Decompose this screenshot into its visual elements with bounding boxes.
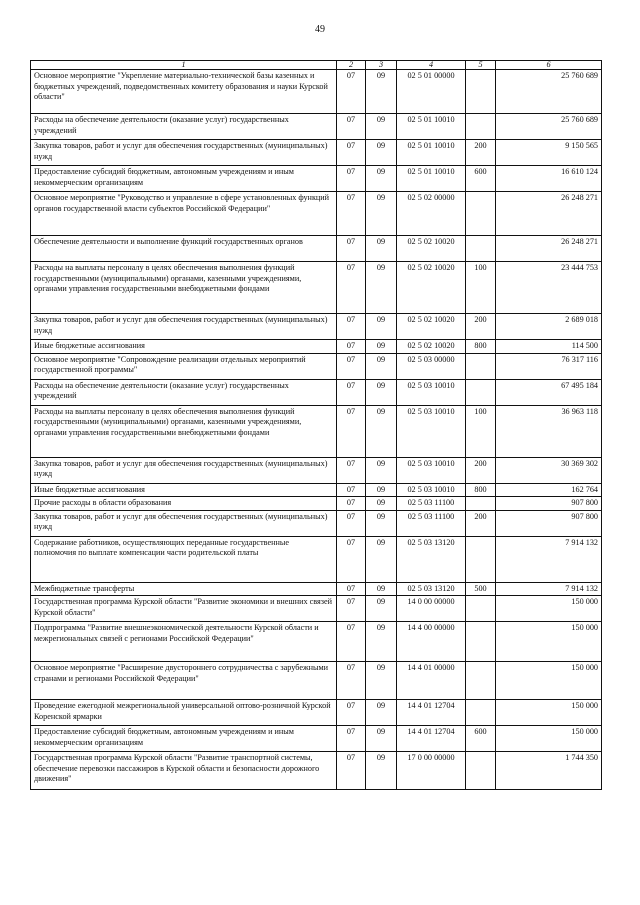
- cell-amount: 76 317 116: [496, 353, 602, 379]
- cell-col-3: 09: [366, 140, 397, 166]
- cell-name: Закупка товаров, работ и услуг для обеспечения государственных (муниципальных) нужд: [31, 314, 337, 340]
- cell-col-3: 09: [366, 192, 397, 236]
- cell-col-5: [466, 192, 496, 236]
- cell-col-2: 07: [337, 314, 366, 340]
- cell-code: 02 5 03 00000: [397, 353, 466, 379]
- table-row: [31, 536, 602, 582]
- cell-code: 02 5 03 10010: [397, 379, 466, 405]
- cell-code: 02 5 03 11100: [397, 497, 466, 511]
- cell-col-5: 200: [466, 457, 496, 483]
- cell-col-2: 07: [337, 262, 366, 314]
- cell-code: 02 5 03 13120: [397, 536, 466, 582]
- cell-code: 14 4 01 00000: [397, 662, 466, 700]
- cell-amount: 150 000: [496, 700, 602, 726]
- table-row: [31, 596, 602, 622]
- cell-col-5: [466, 497, 496, 511]
- cell-col-5: 800: [466, 340, 496, 354]
- cell-col-3: 09: [366, 166, 397, 192]
- table-row: [31, 497, 602, 511]
- cell-amount: 162 764: [496, 483, 602, 497]
- cell-code: 14 4 01 12704: [397, 726, 466, 752]
- cell-col-5: [466, 752, 496, 790]
- cell-name: Прочие расходы в области образования: [31, 497, 337, 511]
- cell-col-2: 07: [337, 70, 366, 114]
- cell-name: Межбюджетные трансферты: [31, 582, 337, 596]
- cell-amount: 907 800: [496, 510, 602, 536]
- cell-name: Основное мероприятие "Руководство и управление в сфере установленных функций органов государственной власти субъектов Российской Федерации": [31, 192, 337, 236]
- cell-col-2: 07: [337, 379, 366, 405]
- cell-col-5: [466, 114, 496, 140]
- cell-col-2: 07: [337, 140, 366, 166]
- cell-col-2: 07: [337, 726, 366, 752]
- cell-name: Расходы на обеспечение деятельности (оказание услуг) государственных учреждений: [31, 114, 337, 140]
- header-col-5: 5: [466, 61, 496, 70]
- cell-name: Государственная программа Курской области "Развитие транспортной системы, обеспечение перевозки пассажиров в Курской области и безопасности дорожного движения": [31, 752, 337, 790]
- cell-name: Закупка товаров, работ и услуг для обеспечения государственных (муниципальных) нужд: [31, 140, 337, 166]
- cell-name: Обеспечение деятельности и выполнение функций государственных органов: [31, 236, 337, 262]
- cell-col-5: 600: [466, 166, 496, 192]
- cell-code: 02 5 03 10010: [397, 483, 466, 497]
- cell-amount: 150 000: [496, 596, 602, 622]
- cell-col-2: 07: [337, 114, 366, 140]
- cell-col-2: 07: [337, 662, 366, 700]
- cell-amount: 16 610 124: [496, 166, 602, 192]
- table-row: [31, 340, 602, 354]
- cell-col-5: 100: [466, 405, 496, 457]
- cell-col-3: 09: [366, 596, 397, 622]
- cell-col-5: [466, 236, 496, 262]
- table-row: [31, 752, 602, 790]
- cell-amount: 26 248 271: [496, 236, 602, 262]
- header-col-1: 1: [31, 61, 337, 70]
- table-row: [31, 483, 602, 497]
- cell-col-3: 09: [366, 379, 397, 405]
- cell-col-2: 07: [337, 192, 366, 236]
- cell-amount: 25 760 689: [496, 70, 602, 114]
- cell-col-5: 500: [466, 582, 496, 596]
- cell-amount: 907 800: [496, 497, 602, 511]
- table-row: [31, 457, 602, 483]
- cell-code: 02 5 03 13120: [397, 582, 466, 596]
- cell-col-3: 09: [366, 622, 397, 662]
- cell-col-3: 09: [366, 70, 397, 114]
- cell-col-2: 07: [337, 510, 366, 536]
- cell-amount: 2 689 018: [496, 314, 602, 340]
- cell-code: 02 5 01 10010: [397, 166, 466, 192]
- cell-col-2: 07: [337, 596, 366, 622]
- cell-col-2: 07: [337, 497, 366, 511]
- table-row: [31, 140, 602, 166]
- cell-col-2: 07: [337, 457, 366, 483]
- header-col-6: 6: [496, 61, 602, 70]
- cell-code: 14 4 00 00000: [397, 622, 466, 662]
- table-row: [31, 662, 602, 700]
- cell-col-2: 07: [337, 353, 366, 379]
- cell-amount: 7 914 132: [496, 582, 602, 596]
- cell-col-3: 09: [366, 405, 397, 457]
- header-col-2: 2: [337, 61, 366, 70]
- table-row: [31, 236, 602, 262]
- cell-col-5: 200: [466, 314, 496, 340]
- table-row: [31, 262, 602, 314]
- cell-amount: 150 000: [496, 622, 602, 662]
- cell-code: 02 5 03 11100: [397, 510, 466, 536]
- cell-col-5: [466, 596, 496, 622]
- cell-amount: 30 369 302: [496, 457, 602, 483]
- cell-col-3: 09: [366, 483, 397, 497]
- cell-col-5: [466, 700, 496, 726]
- cell-col-3: 09: [366, 752, 397, 790]
- cell-name: Основное мероприятие "Расширение двустороннего сотрудничества с зарубежными странами и регионами Российской Федерации": [31, 662, 337, 700]
- cell-name: Подпрограмма "Развитие внешнеэкономической деятельности Курской области и межрегиональных связей с регионами Российской Федерации": [31, 622, 337, 662]
- table-row: [31, 114, 602, 140]
- table-row: [31, 622, 602, 662]
- cell-code: 17 0 00 00000: [397, 752, 466, 790]
- cell-col-2: 07: [337, 340, 366, 354]
- cell-name: Предоставление субсидий бюджетным, автономным учреждениям и иным некоммерческим организациям: [31, 166, 337, 192]
- cell-col-3: 09: [366, 726, 397, 752]
- table-row: [31, 353, 602, 379]
- cell-col-5: [466, 70, 496, 114]
- cell-col-5: [466, 379, 496, 405]
- cell-amount: 1 744 350: [496, 752, 602, 790]
- cell-name: Государственная программа Курской области "Развитие экономики и внешних связей Курской области": [31, 596, 337, 622]
- cell-col-3: 09: [366, 353, 397, 379]
- cell-col-3: 09: [366, 340, 397, 354]
- table-row: [31, 70, 602, 114]
- table-row: [31, 726, 602, 752]
- cell-name: Иные бюджетные ассигнования: [31, 340, 337, 354]
- cell-col-3: 09: [366, 536, 397, 582]
- cell-code: 02 5 01 10010: [397, 114, 466, 140]
- table-row: [31, 379, 602, 405]
- cell-col-5: [466, 536, 496, 582]
- cell-col-2: 07: [337, 582, 366, 596]
- cell-code: 02 5 03 10010: [397, 405, 466, 457]
- cell-col-3: 09: [366, 497, 397, 511]
- cell-name: Расходы на выплаты персоналу в целях обеспечения выполнения функций государственными (муниципальными) органами, казенными учреждениями, органами управления государственными внебюджетными фондами: [31, 262, 337, 314]
- page-number: 49: [315, 24, 325, 35]
- cell-col-2: 07: [337, 236, 366, 262]
- cell-name: Иные бюджетные ассигнования: [31, 483, 337, 497]
- cell-col-2: 07: [337, 700, 366, 726]
- cell-col-2: 07: [337, 166, 366, 192]
- cell-code: 02 5 02 10020: [397, 262, 466, 314]
- table-row: [31, 582, 602, 596]
- cell-code: 02 5 01 10010: [397, 140, 466, 166]
- cell-name: Расходы на выплаты персоналу в целях обеспечения выполнения функций государственными (муниципальными) органами, казенными учреждениями, органами управления государственными внебюджетными фондами: [31, 405, 337, 457]
- cell-amount: 114 500: [496, 340, 602, 354]
- cell-col-5: 100: [466, 262, 496, 314]
- cell-code: 02 5 02 10020: [397, 314, 466, 340]
- cell-col-3: 09: [366, 262, 397, 314]
- table-body: [31, 70, 602, 790]
- cell-col-5: 200: [466, 510, 496, 536]
- cell-code: 02 5 01 00000: [397, 70, 466, 114]
- table-row: [31, 405, 602, 457]
- cell-col-3: 09: [366, 314, 397, 340]
- header-col-4: 4: [397, 61, 466, 70]
- cell-amount: 23 444 753: [496, 262, 602, 314]
- cell-name: Основное мероприятие "Сопровождение реализации отдельных мероприятий государственной программы": [31, 353, 337, 379]
- table-row: [31, 314, 602, 340]
- cell-code: 02 5 02 00000: [397, 192, 466, 236]
- header-col-3: 3: [366, 61, 397, 70]
- cell-col-3: 09: [366, 582, 397, 596]
- cell-amount: 9 150 565: [496, 140, 602, 166]
- cell-col-5: 600: [466, 726, 496, 752]
- cell-name: Содержание работников, осуществляющих переданные государственные полномочия по выплате компенсации части родительской платы: [31, 536, 337, 582]
- cell-name: Предоставление субсидий бюджетным, автономным учреждениям и иным некоммерческим организациям: [31, 726, 337, 752]
- cell-code: 02 5 02 10020: [397, 340, 466, 354]
- header-row: [31, 61, 602, 70]
- cell-col-3: 09: [366, 510, 397, 536]
- budget-table: [30, 60, 602, 790]
- cell-col-3: 09: [366, 662, 397, 700]
- cell-name: Основное мероприятие "Укрепление материально-технической базы казенных и бюджетных учреждений, подведомственных комитету образования и науки Курской области": [31, 70, 337, 114]
- cell-amount: 67 495 184: [496, 379, 602, 405]
- table-row: [31, 510, 602, 536]
- table-row: [31, 700, 602, 726]
- cell-code: 02 5 02 10020: [397, 236, 466, 262]
- cell-name: Расходы на обеспечение деятельности (оказание услуг) государственных учреждений: [31, 379, 337, 405]
- cell-amount: 36 963 118: [496, 405, 602, 457]
- cell-col-2: 07: [337, 752, 366, 790]
- cell-amount: 150 000: [496, 662, 602, 700]
- cell-col-2: 07: [337, 622, 366, 662]
- cell-col-3: 09: [366, 114, 397, 140]
- cell-amount: 150 000: [496, 726, 602, 752]
- cell-col-5: 200: [466, 140, 496, 166]
- cell-col-3: 09: [366, 457, 397, 483]
- table-row: [31, 192, 602, 236]
- cell-code: 14 4 01 12704: [397, 700, 466, 726]
- cell-name: Закупка товаров, работ и услуг для обеспечения государственных (муниципальных) нужд: [31, 457, 337, 483]
- cell-col-2: 07: [337, 536, 366, 582]
- cell-amount: 25 760 689: [496, 114, 602, 140]
- cell-amount: 7 914 132: [496, 536, 602, 582]
- cell-col-5: 800: [466, 483, 496, 497]
- cell-col-3: 09: [366, 236, 397, 262]
- cell-col-5: [466, 353, 496, 379]
- cell-amount: 26 248 271: [496, 192, 602, 236]
- table-row: [31, 166, 602, 192]
- cell-code: 14 0 00 00000: [397, 596, 466, 622]
- cell-name: Проведение ежегодной межрегиональной универсальной оптово-розничной Курской Коренской ярмарки: [31, 700, 337, 726]
- cell-col-2: 07: [337, 405, 366, 457]
- cell-col-5: [466, 622, 496, 662]
- cell-code: 02 5 03 10010: [397, 457, 466, 483]
- cell-col-5: [466, 662, 496, 700]
- cell-col-2: 07: [337, 483, 366, 497]
- cell-col-3: 09: [366, 700, 397, 726]
- cell-name: Закупка товаров, работ и услуг для обеспечения государственных (муниципальных) нужд: [31, 510, 337, 536]
